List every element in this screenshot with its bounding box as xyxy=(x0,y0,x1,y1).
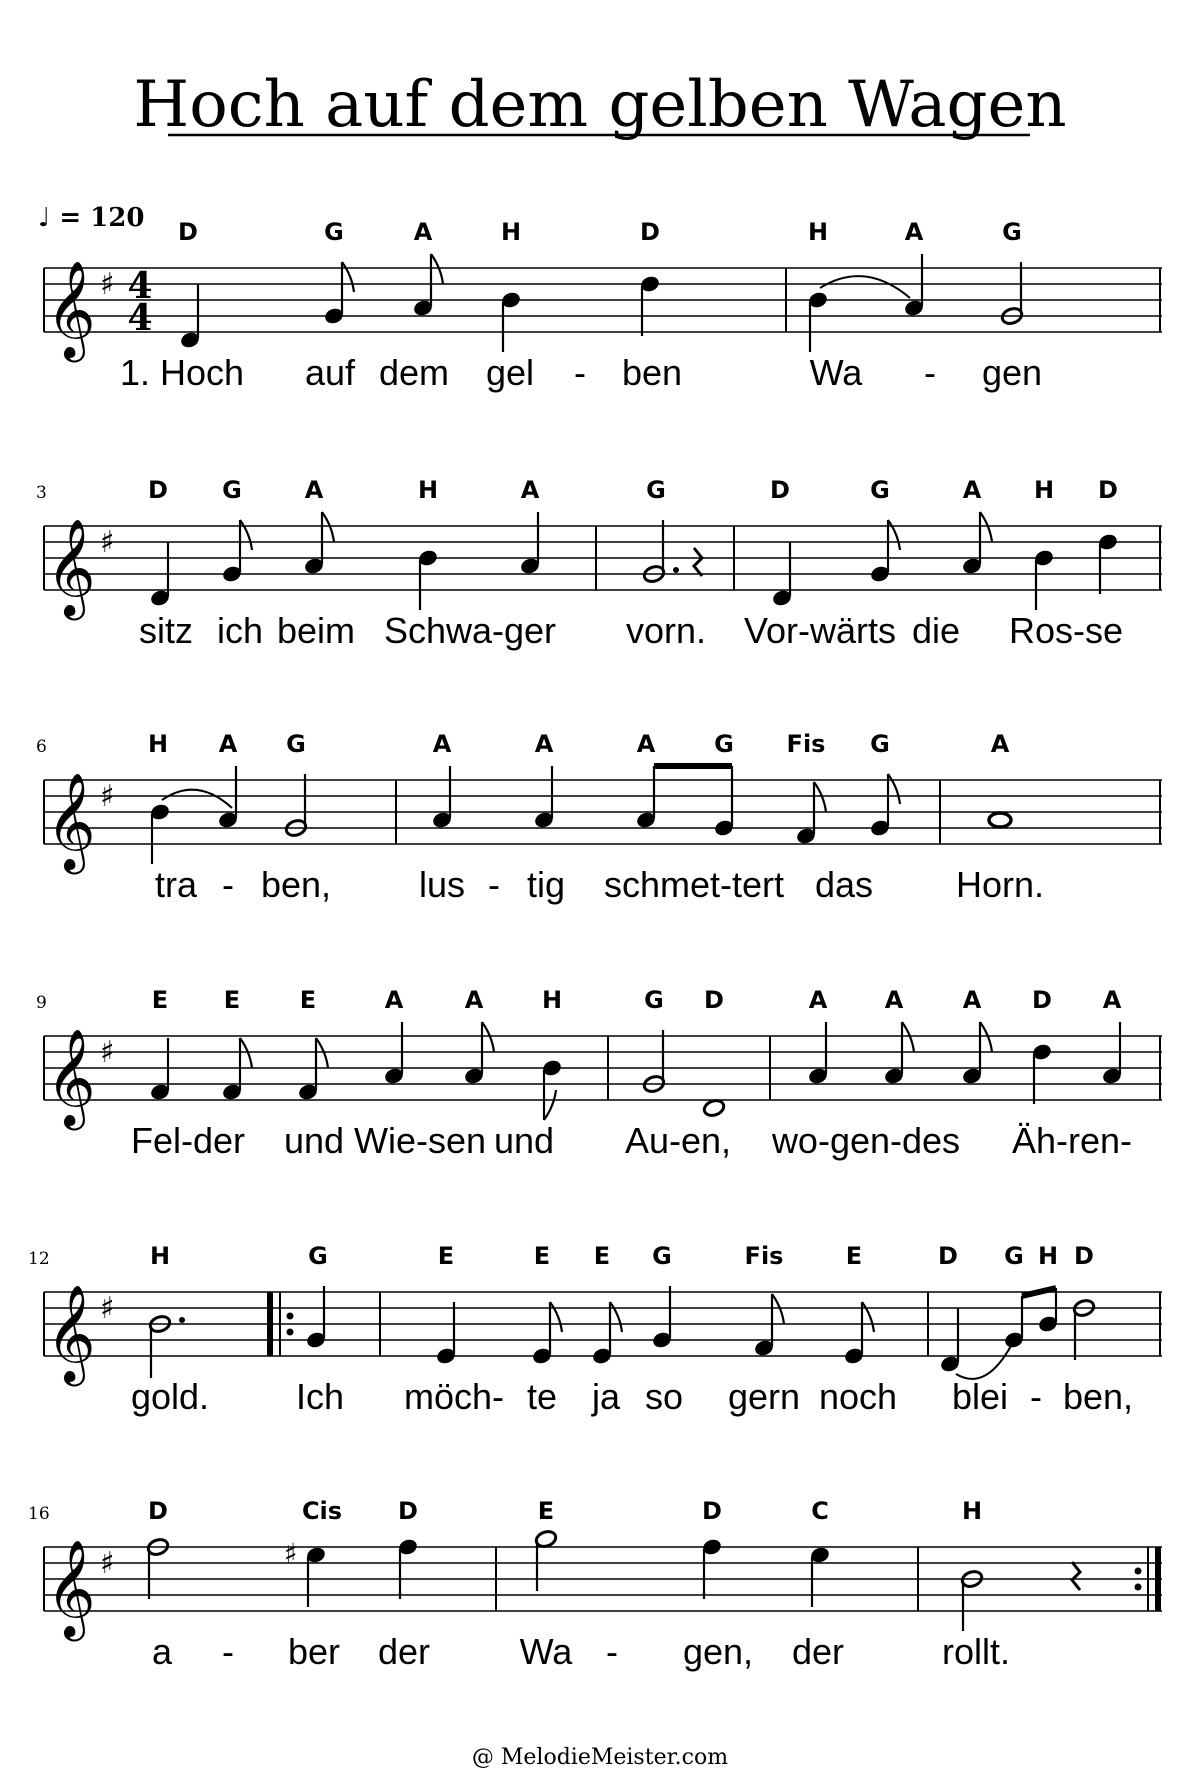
lyrics xyxy=(139,610,1123,651)
svg-text:gen,: gen, xyxy=(682,1631,754,1672)
svg-text:A: A xyxy=(636,730,656,758)
svg-text:Fel-der: Fel-der xyxy=(130,1120,246,1161)
svg-text:D: D xyxy=(148,1497,168,1525)
svg-text:der: der xyxy=(791,1631,845,1672)
svg-text:G: G xyxy=(714,730,734,758)
svg-text:ben: ben xyxy=(621,352,683,393)
song-title: Hoch auf dem gelben Wagen xyxy=(133,68,1067,142)
key-signature-sharp-icon: ♯ xyxy=(100,1035,115,1070)
notes xyxy=(146,1529,1158,1631)
svg-text:D: D xyxy=(398,1497,418,1525)
svg-text:ben,: ben, xyxy=(260,864,332,905)
svg-text:Ich: Ich xyxy=(295,1376,345,1417)
svg-text:D: D xyxy=(702,1497,722,1525)
svg-text:der: der xyxy=(377,1631,431,1672)
svg-text:a: a xyxy=(151,1631,173,1672)
svg-text:Au-en,: Au-en, xyxy=(624,1120,732,1161)
svg-text:E: E xyxy=(299,986,317,1014)
svg-text:Fis: Fis xyxy=(786,730,826,758)
svg-text:G: G xyxy=(652,1242,672,1270)
system-1 xyxy=(44,218,1162,393)
svg-text:E: E xyxy=(223,986,241,1014)
staff-lines xyxy=(44,526,1162,590)
svg-text:A: A xyxy=(432,730,452,758)
svg-text:-: - xyxy=(222,864,234,905)
time-signature xyxy=(127,265,152,339)
svg-text:C: C xyxy=(811,1497,829,1525)
svg-text:D: D xyxy=(770,476,790,504)
svg-text:A: A xyxy=(534,730,554,758)
svg-text:-: - xyxy=(492,1376,504,1417)
lyrics xyxy=(120,352,1042,393)
tempo-marking: ♩ = 120 xyxy=(38,203,145,233)
chord-symbols xyxy=(152,986,1122,1014)
svg-text:die: die xyxy=(911,610,961,651)
svg-text:A: A xyxy=(464,986,484,1014)
chord-symbols xyxy=(178,218,1022,246)
svg-text:Schwa-ger: Schwa-ger xyxy=(383,610,557,651)
svg-text:4: 4 xyxy=(127,265,153,307)
svg-text:wo-gen-des: wo-gen-des xyxy=(771,1120,961,1161)
lyrics xyxy=(152,1631,1010,1672)
svg-text:G: G xyxy=(1004,1242,1024,1270)
svg-text:E: E xyxy=(151,986,169,1014)
svg-text:H: H xyxy=(500,218,522,246)
measure-number: 12 xyxy=(28,1249,50,1269)
treble-clef-icon: 𝄞 xyxy=(46,1028,96,1126)
svg-text:Vor-wärts: Vor-wärts xyxy=(743,610,897,651)
svg-text:G: G xyxy=(222,476,242,504)
svg-text:Wie-sen: Wie-sen xyxy=(353,1120,487,1161)
svg-text:rollt.: rollt. xyxy=(941,1631,1011,1672)
svg-text:schmet-tert: schmet-tert xyxy=(603,864,785,905)
svg-text:G: G xyxy=(1002,218,1022,246)
svg-text:te: te xyxy=(526,1376,558,1417)
svg-text:D: D xyxy=(1098,476,1118,504)
svg-text:sitz: sitz xyxy=(139,610,193,651)
notes xyxy=(148,1286,1160,1379)
svg-text:1. Hoch: 1. Hoch xyxy=(119,352,245,393)
system-6 xyxy=(28,1497,1162,1672)
lyrics xyxy=(131,1376,1133,1417)
svg-text:und: und xyxy=(493,1120,555,1161)
system-2 xyxy=(36,476,1162,651)
svg-text:G: G xyxy=(644,986,664,1014)
system-3 xyxy=(36,730,1162,905)
staff-lines xyxy=(44,268,1162,332)
key-signature-sharp-icon: ♯ xyxy=(100,267,115,302)
svg-text:G: G xyxy=(870,476,890,504)
svg-text:4: 4 xyxy=(127,297,153,339)
svg-text:A: A xyxy=(218,730,238,758)
svg-text:H: H xyxy=(807,218,829,246)
lyrics xyxy=(131,1120,1132,1161)
svg-text:G: G xyxy=(646,476,666,504)
svg-text:ben,: ben, xyxy=(1062,1376,1134,1417)
measure-number: 6 xyxy=(36,737,47,757)
svg-text:A: A xyxy=(413,218,433,246)
svg-text:-: - xyxy=(574,352,586,393)
svg-text:D: D xyxy=(640,218,660,246)
svg-text:H: H xyxy=(1033,476,1055,504)
key-signature-sharp-icon: ♯ xyxy=(100,1546,115,1581)
svg-text:E: E xyxy=(845,1242,863,1270)
svg-text:noch: noch xyxy=(818,1376,898,1417)
svg-text:Fis: Fis xyxy=(744,1242,784,1270)
svg-text:G: G xyxy=(324,218,344,246)
chord-symbols xyxy=(148,730,1010,758)
svg-text:gen: gen xyxy=(981,352,1043,393)
svg-text:tig: tig xyxy=(526,864,566,905)
svg-text:E: E xyxy=(533,1242,551,1270)
svg-text:auf: auf xyxy=(304,352,356,393)
svg-text:blei: blei xyxy=(951,1376,1009,1417)
key-signature-sharp-icon: ♯ xyxy=(100,779,115,814)
measure-number: 3 xyxy=(36,483,47,503)
chord-symbols xyxy=(148,1497,982,1525)
svg-text:D: D xyxy=(1032,986,1052,1014)
svg-text:-: - xyxy=(222,1631,234,1672)
svg-text:G: G xyxy=(286,730,306,758)
svg-text:D: D xyxy=(1074,1242,1094,1270)
svg-text:gern: gern xyxy=(727,1376,801,1417)
svg-text:lus: lus xyxy=(418,864,466,905)
svg-text:H: H xyxy=(1037,1242,1059,1270)
svg-text:A: A xyxy=(384,986,404,1014)
treble-clef-icon: 𝄞 xyxy=(46,1284,96,1382)
svg-text:A: A xyxy=(304,476,324,504)
svg-text:H: H xyxy=(541,986,563,1014)
svg-text:-: - xyxy=(924,352,936,393)
chord-symbols xyxy=(150,1242,1094,1270)
svg-text:D: D xyxy=(938,1242,958,1270)
svg-text:dem: dem xyxy=(378,352,450,393)
svg-text:Wa: Wa xyxy=(519,1631,573,1672)
svg-text:gel: gel xyxy=(485,352,535,393)
svg-text:A: A xyxy=(1102,986,1122,1014)
svg-text:Wa: Wa xyxy=(809,352,863,393)
svg-text:G: G xyxy=(870,730,890,758)
svg-text:A: A xyxy=(962,476,982,504)
svg-text:Cis: Cis xyxy=(301,1497,343,1525)
staff-lines xyxy=(44,780,1162,844)
svg-text:vorn.: vorn. xyxy=(625,610,707,651)
staff-lines xyxy=(44,1292,1162,1356)
svg-text:beim: beim xyxy=(276,610,356,651)
key-signature-sharp-icon: ♯ xyxy=(100,525,115,560)
svg-text:und: und xyxy=(283,1120,345,1161)
chord-symbols xyxy=(148,476,1118,504)
treble-clef-icon: 𝄞 xyxy=(46,1539,96,1637)
svg-text:so: so xyxy=(644,1376,684,1417)
key-signature-sharp-icon: ♯ xyxy=(100,1291,115,1326)
svg-text:H: H xyxy=(149,1242,171,1270)
svg-text:möch: möch xyxy=(403,1376,493,1417)
svg-text:D: D xyxy=(704,986,724,1014)
svg-text:E: E xyxy=(437,1242,455,1270)
svg-text:tra: tra xyxy=(154,864,198,905)
svg-text:ich: ich xyxy=(216,610,264,651)
svg-text:das: das xyxy=(814,864,874,905)
svg-text:H: H xyxy=(147,730,169,758)
staff-lines xyxy=(44,1547,1162,1611)
svg-text:-: - xyxy=(488,864,500,905)
svg-text:E: E xyxy=(593,1242,611,1270)
svg-text:-: - xyxy=(1030,1376,1042,1417)
svg-text:A: A xyxy=(904,218,924,246)
svg-text:ja: ja xyxy=(591,1376,621,1417)
svg-text:E: E xyxy=(537,1497,555,1525)
treble-clef-icon: 𝄞 xyxy=(46,772,96,870)
svg-text:ber: ber xyxy=(287,1631,341,1672)
staff-lines xyxy=(44,1036,1162,1100)
svg-text:D: D xyxy=(148,476,168,504)
footer-credit: @ MelodieMeister.com xyxy=(471,1745,729,1770)
svg-text:G: G xyxy=(308,1242,328,1270)
measure-number: 9 xyxy=(36,993,47,1013)
svg-text:A: A xyxy=(962,986,982,1014)
svg-text:A: A xyxy=(520,476,540,504)
system-5 xyxy=(28,1242,1162,1417)
measure-number: 16 xyxy=(28,1504,50,1524)
svg-text:Horn.: Horn. xyxy=(955,864,1045,905)
svg-text:H: H xyxy=(961,1497,983,1525)
treble-clef-icon: 𝄞 xyxy=(46,260,96,358)
svg-text:D: D xyxy=(178,218,198,246)
lyrics xyxy=(155,864,1044,905)
svg-text:gold.: gold. xyxy=(130,1376,210,1417)
treble-clef-icon: 𝄞 xyxy=(46,518,96,616)
svg-text:A: A xyxy=(990,730,1010,758)
svg-text:A: A xyxy=(884,986,904,1014)
svg-text:Ros-se: Ros-se xyxy=(1008,610,1124,651)
svg-text:-: - xyxy=(606,1631,618,1672)
svg-text:Äh-ren-: Äh-ren- xyxy=(1011,1120,1133,1161)
system-4 xyxy=(36,986,1162,1161)
svg-text:H: H xyxy=(417,476,439,504)
svg-text:A: A xyxy=(808,986,828,1014)
svg-text:♯: ♯ xyxy=(284,1537,298,1570)
